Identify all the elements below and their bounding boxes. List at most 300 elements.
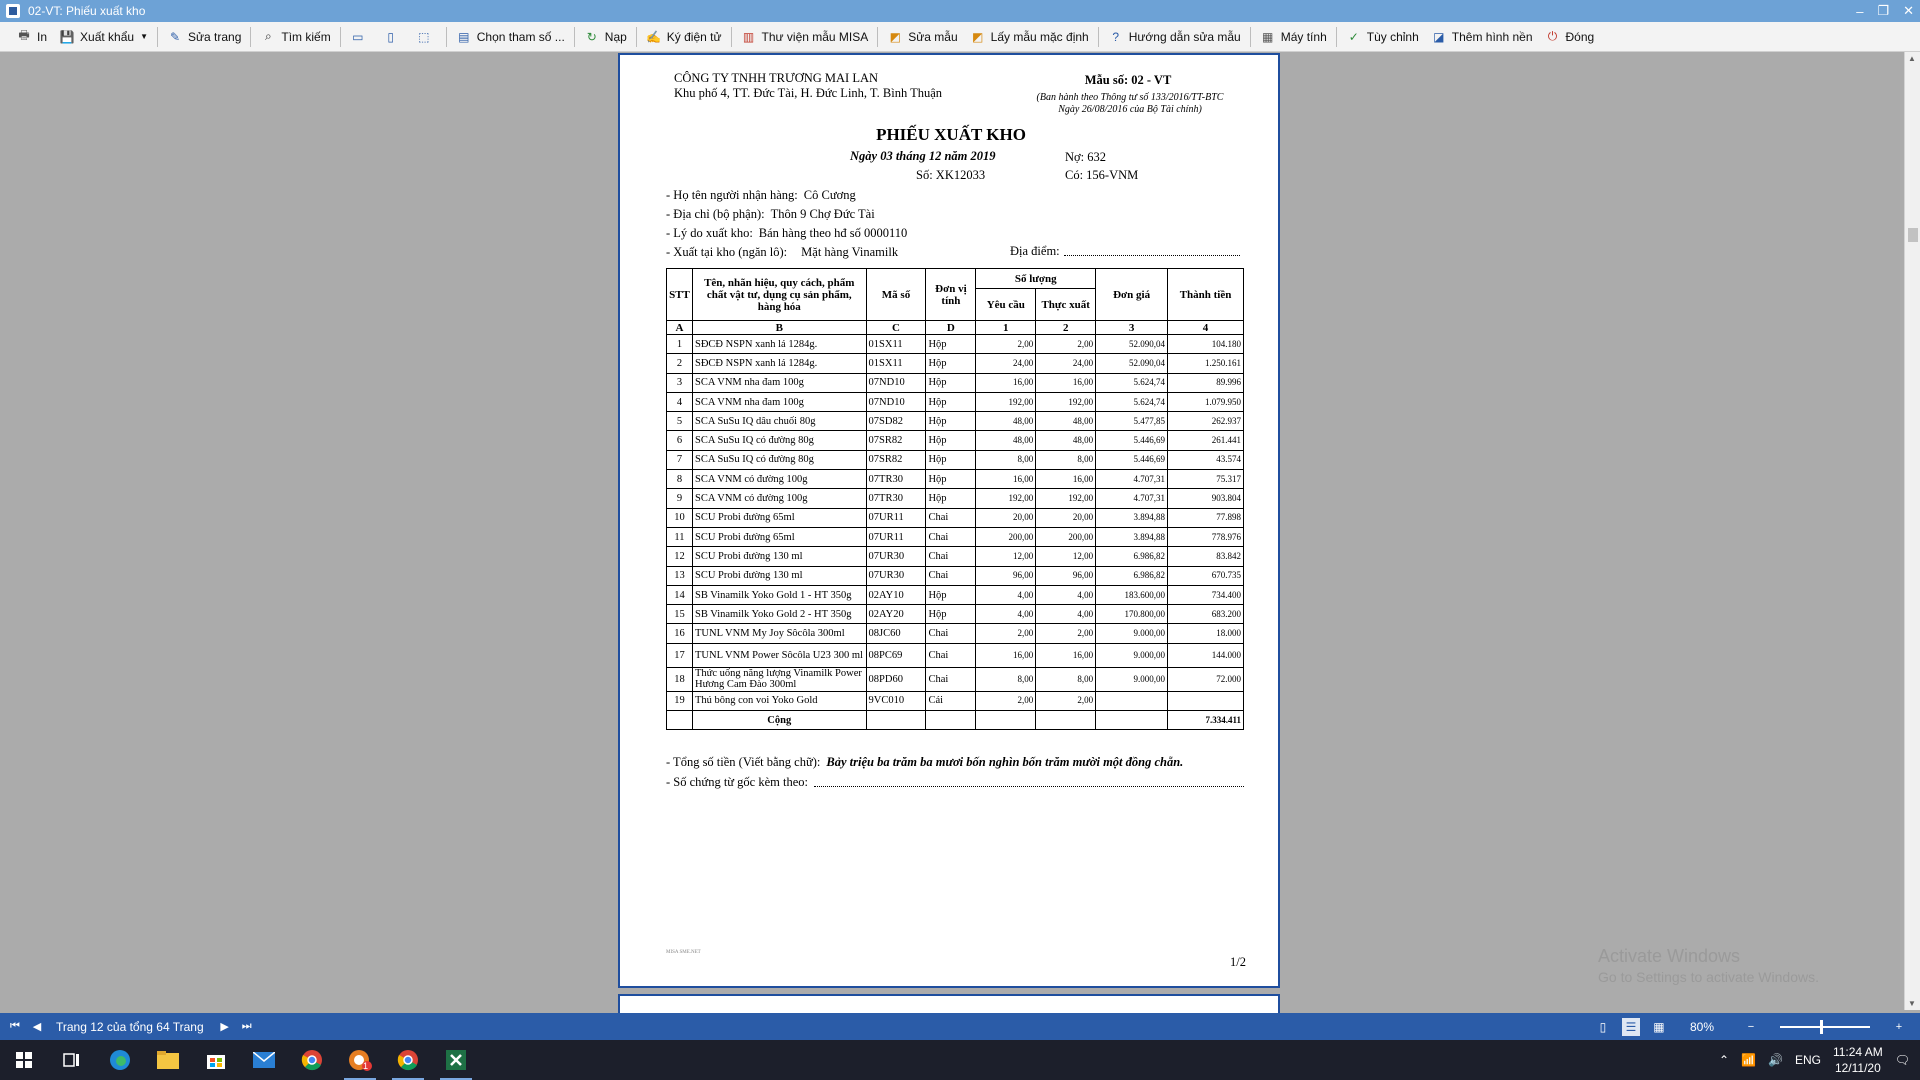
row-code: 02AY20 [866, 605, 926, 624]
row-unit: Hộp [926, 431, 976, 450]
toolbar-separator [446, 27, 447, 47]
zoom-slider[interactable] [1780, 1026, 1870, 1028]
row-name: SCA SuSu IQ dâu chuối 80g [692, 412, 866, 431]
row-qty-actual: 8,00 [1036, 450, 1096, 469]
row-stt: 5 [667, 412, 693, 431]
clock[interactable] [1833, 1044, 1883, 1076]
background-image-icon: ◪ [1433, 29, 1445, 44]
ký-điện-tử-button[interactable]: ✍ Ký điện tử [646, 29, 722, 44]
software-footer: MISA SME.NET [666, 950, 701, 955]
company-address: Khu phố 4, TT. Đức Tài, H. Đức Linh, T. Bình Thuận [674, 86, 943, 100]
row-qty-actual: 4,00 [1036, 585, 1096, 604]
row-unit: Hộp [926, 412, 976, 431]
row-name: SCU Probi đường 130 ml [692, 547, 866, 566]
hướng-dẫn-sửa-mẫu-button[interactable]: ? Hướng dẫn sửa mẫu [1102, 25, 1247, 49]
edge-icon[interactable] [96, 1040, 144, 1080]
row-qty-actual: 48,00 [1036, 412, 1096, 431]
column-index: A [667, 321, 693, 335]
table-row [667, 605, 1244, 624]
header-unit: Đơn vị tính [926, 269, 976, 321]
row-amount: 72.000 [1168, 667, 1244, 691]
row-price: 6.986,82 [1096, 566, 1168, 585]
row-name: SCA SuSu IQ có đường 80g [692, 431, 866, 450]
row-amount [1168, 691, 1244, 710]
row-qty-actual: 24,00 [1036, 354, 1096, 373]
notifications-icon[interactable]: 🗨 [1894, 1053, 1910, 1067]
row-amount: 77.898 [1168, 508, 1244, 527]
row-stt: 12 [667, 547, 693, 566]
row-price: 52.090,04 [1096, 354, 1168, 373]
row-name: SCU Probi đường 65ml [692, 527, 866, 546]
row-code: 01SX11 [866, 354, 926, 373]
row-unit: Hộp [926, 489, 976, 508]
windows-taskbar [0, 1040, 1920, 1080]
volume-icon[interactable]: 🔊 [1767, 1053, 1783, 1067]
row-amount: 261.441 [1168, 431, 1244, 450]
address-value: Thôn 9 Chợ Đức Tài [770, 207, 875, 221]
row-name: Thú bông con voi Yoko Gold [692, 691, 866, 710]
row-amount: 144.000 [1168, 643, 1244, 667]
toolbar-separator [157, 27, 158, 47]
fit-page-icon: ⬚ [418, 29, 430, 44]
row-qty-actual: 48,00 [1036, 431, 1096, 450]
row-qty-requested: 8,00 [976, 667, 1036, 691]
table-row [667, 431, 1244, 450]
row-unit: Chai [926, 667, 976, 691]
form-number: Mẫu số: 02 - VT [1084, 73, 1172, 87]
table-row [667, 566, 1244, 585]
row-unit: Chai [926, 643, 976, 667]
continuous-view-icon[interactable]: ☰ [1622, 1018, 1640, 1036]
row-qty-requested: 48,00 [976, 431, 1036, 450]
row-price: 183.600,00 [1096, 585, 1168, 604]
row-price: 170.800,00 [1096, 605, 1168, 624]
credit-account: Có: 156-VNM [1065, 168, 1139, 182]
parameters-icon: ▤ [458, 29, 470, 44]
row-qty-requested: 2,00 [976, 691, 1036, 710]
toolbar-separator [1336, 27, 1337, 47]
row-code: 07TR30 [866, 489, 926, 508]
row-name: SCA VNM có đường 100g [692, 470, 866, 489]
header-code: Mã số [866, 269, 926, 321]
first-page-icon[interactable]: ⏮ [10, 1020, 20, 1032]
row-price: 9.000,00 [1096, 667, 1168, 691]
app-icon [6, 4, 20, 18]
row-qty-requested: 200,00 [976, 527, 1036, 546]
network-icon[interactable]: 📶 [1741, 1053, 1756, 1067]
row-stt: 17 [667, 643, 693, 667]
status-bar [0, 1013, 1920, 1040]
toolbar-separator [250, 27, 251, 47]
row-stt: 10 [667, 508, 693, 527]
close-icon: ⏻ [1547, 29, 1558, 43]
calculator-icon: ▦ [1262, 29, 1274, 44]
row-stt: 16 [667, 624, 693, 643]
column-index: 3 [1096, 321, 1168, 335]
row-stt: 1 [667, 335, 693, 354]
table-row [667, 547, 1244, 566]
excel-icon[interactable] [432, 1040, 480, 1080]
table-row [667, 412, 1244, 431]
show-hidden-icons-icon[interactable]: ⌃ [1718, 1053, 1730, 1067]
table-row [667, 691, 1244, 710]
chrome-icon[interactable] [288, 1040, 336, 1080]
row-qty-requested: 2,00 [976, 335, 1036, 354]
sửa-mẫu-button[interactable]: ◩ Sửa mẫu [881, 25, 963, 49]
page-number: 1/2 [1230, 955, 1246, 969]
store-icon[interactable] [192, 1040, 240, 1080]
row-code: 07UR11 [866, 508, 926, 527]
total-amount: 7.334.411 [1168, 711, 1244, 730]
row-price: 5.477,85 [1096, 412, 1168, 431]
row-qty-actual: 200,00 [1036, 527, 1096, 546]
multi-page-view-icon[interactable]: ▦ [1653, 1019, 1665, 1034]
row-stt: 18 [667, 667, 693, 691]
mail-icon[interactable] [240, 1040, 288, 1080]
toolbar-separator [574, 27, 575, 47]
sửa-trang-button[interactable]: ✎ Sửa trang [161, 25, 247, 49]
row-code: 08PD60 [866, 667, 926, 691]
row-qty-requested: 12,00 [976, 547, 1036, 566]
row-unit: Hộp [926, 585, 976, 604]
single-page-icon: ▭ [352, 29, 364, 44]
row-price: 4.707,31 [1096, 470, 1168, 489]
prev-page-icon[interactable]: ◀ [32, 1021, 42, 1033]
close-window-button[interactable]: ✕ [1903, 3, 1914, 18]
table-row [667, 373, 1244, 392]
row-code: 07ND10 [866, 392, 926, 411]
row-qty-actual: 192,00 [1036, 392, 1096, 411]
row-qty-actual: 8,00 [1036, 667, 1096, 691]
scroll-down-icon[interactable]: ▼ [1908, 999, 1916, 1008]
misa-icon[interactable] [336, 1040, 384, 1080]
row-stt: 2 [667, 354, 693, 373]
row-amount: 18.000 [1168, 624, 1244, 643]
row-code: 01SX11 [866, 335, 926, 354]
row-qty-requested: 48,00 [976, 412, 1036, 431]
thư-viện-mẫu-misa-button[interactable]: ▥ Thư viện mẫu MISA [735, 25, 875, 49]
next-page-icon[interactable]: ▶ [220, 1021, 229, 1033]
warehouse-line: - Xuất tại kho (ngăn lô): Mặt hàng Vinamilk [666, 245, 899, 259]
table-row [667, 624, 1244, 643]
row-code: 07ND10 [866, 373, 926, 392]
template-library-icon: ▥ [742, 29, 755, 44]
column-index: 4 [1168, 321, 1244, 335]
edit-page-icon: ✎ [169, 29, 181, 44]
row-price: 6.986,82 [1096, 547, 1168, 566]
task-view-icon[interactable] [48, 1040, 96, 1080]
restore-button[interactable]: ❐ [1877, 3, 1890, 18]
reason-line: - Lý do xuất kho: Bán hàng theo hđ số 0000110 [666, 226, 908, 240]
toolbar-separator [340, 27, 341, 47]
amount-in-words: - Tổng số tiền (Viết bằng chữ): Bảy triệu ba trăm ba mươi bốn nghìn bốn trăm mười một đồng chẵn. [666, 755, 1184, 769]
debit-account: Nợ: 632 [1065, 150, 1106, 164]
row-name: SCA VNM nha đam 100g [692, 392, 866, 411]
row-unit: Hộp [926, 392, 976, 411]
row-code: 07UR30 [866, 547, 926, 566]
row-unit: Hộp [926, 450, 976, 469]
row-code: 07TR30 [866, 470, 926, 489]
row-unit: Chai [926, 624, 976, 643]
company-name: CÔNG TY TNHH TRƯƠNG MAI LAN [674, 71, 879, 85]
row-qty-requested: 192,00 [976, 489, 1036, 508]
header-qty-actual: Thực xuất [1036, 289, 1096, 321]
row-code: 07UR11 [866, 527, 926, 546]
row-qty-requested: 2,00 [976, 624, 1036, 643]
table-row [667, 527, 1244, 546]
row-stt: 8 [667, 470, 693, 489]
tìm-kiếm-button[interactable]: ⌕ Tìm kiếm [254, 25, 336, 49]
row-qty-requested: 4,00 [976, 585, 1036, 604]
notification-count: 1 [363, 1061, 369, 1071]
toolbar-separator [877, 27, 878, 47]
row-qty-requested: 16,00 [976, 470, 1036, 489]
nạp-button[interactable]: ↻ Nạp [578, 25, 633, 49]
address-line: - Địa chỉ (bộ phận): Thôn 9 Chợ Đức Tài [666, 207, 875, 221]
column-index: C [866, 321, 926, 335]
table-row [667, 489, 1244, 508]
page-width-button[interactable] [377, 25, 410, 49]
next-report-page [618, 994, 1280, 1014]
toolbar [0, 22, 1920, 52]
row-amount: 734.400 [1168, 585, 1244, 604]
activation-watermark: Activate Windows Go to Settings to activate Windows. [1598, 946, 1819, 985]
table-row [667, 585, 1244, 604]
row-price: 52.090,04 [1096, 335, 1168, 354]
row-qty-actual: 12,00 [1036, 547, 1096, 566]
clock-time: 11:24 AM [1832, 1045, 1883, 1059]
row-amount: 83.842 [1168, 547, 1244, 566]
row-name: SCA VNM nha đam 100g [692, 373, 866, 392]
row-unit: Chai [926, 547, 976, 566]
export-icon: 💾 [59, 29, 75, 44]
reason-value: Bán hàng theo hđ số 0000110 [758, 226, 908, 240]
chrome-alt-icon[interactable] [384, 1040, 432, 1080]
zoom-in-icon[interactable]: + [1895, 1020, 1903, 1033]
window-controls [1856, 0, 1914, 22]
thêm-hình-nền-button[interactable]: ◪ Thêm hình nền [1425, 25, 1539, 49]
row-price [1096, 691, 1168, 710]
row-name: TUNL VNM My Joy Sôcôla 300ml [692, 624, 866, 643]
row-name: SCA VNM có đường 100g [692, 489, 866, 508]
row-code: 08PC69 [866, 643, 926, 667]
row-qty-actual: 16,00 [1036, 470, 1096, 489]
row-qty-requested: 8,00 [976, 450, 1036, 469]
row-name: SĐCĐ NSPN xanh lá 1284g. [692, 335, 866, 354]
row-price: 5.446,69 [1096, 450, 1168, 469]
page-width-icon: ▯ [387, 29, 395, 44]
row-unit: Chai [926, 566, 976, 585]
fit-page-button[interactable] [410, 25, 443, 49]
row-code: 07SR82 [866, 450, 926, 469]
in-button[interactable]: 🖶 In [10, 25, 53, 49]
binoculars-icon: ⌕ [265, 29, 272, 43]
row-qty-requested: 192,00 [976, 392, 1036, 411]
window-title: 02-VT: Phiếu xuất kho [28, 4, 146, 18]
row-qty-actual: 16,00 [1036, 373, 1096, 392]
window-titlebar [0, 0, 1920, 22]
row-name: TUNL VNM Power Sôcôla U23 300 ml [692, 643, 866, 667]
report-page [618, 53, 1280, 988]
document-number: Số: XK12033 [916, 168, 986, 182]
row-price: 5.624,74 [1096, 373, 1168, 392]
row-unit: Hộp [926, 605, 976, 624]
scroll-up-icon[interactable]: ▲ [1908, 54, 1916, 63]
toolbar-separator [1098, 27, 1099, 47]
table-row [667, 450, 1244, 469]
row-code: 9VC010 [866, 691, 926, 710]
row-stt: 19 [667, 691, 693, 710]
document-date: Ngày 03 tháng 12 năm 2019 [850, 149, 996, 163]
start-icon[interactable] [0, 1040, 48, 1080]
row-amount: 1.079.950 [1168, 392, 1244, 411]
row-unit: Chai [926, 527, 976, 546]
column-index: D [926, 321, 976, 335]
row-unit: Hộp [926, 373, 976, 392]
form-regulation-note: (Ban hành theo Thông tư số 133/2016/TT-BTC Ngày 26/08/2016 của Bộ Tài chính) [1036, 92, 1224, 115]
table-row [667, 392, 1244, 411]
row-qty-requested: 4,00 [976, 605, 1036, 624]
single-page-button[interactable] [344, 25, 377, 49]
row-amount: 262.937 [1168, 412, 1244, 431]
row-code: 07SR82 [866, 431, 926, 450]
row-amount: 903.804 [1168, 489, 1244, 508]
scrollbar-thumb[interactable] [1908, 228, 1918, 242]
row-price: 3.894,88 [1096, 508, 1168, 527]
row-name: SCA SuSu IQ có đường 80g [692, 450, 866, 469]
vertical-scrollbar[interactable] [1904, 52, 1920, 1010]
đóng-button[interactable]: ⏻ Đóng [1539, 25, 1601, 49]
row-price: 9.000,00 [1096, 643, 1168, 667]
document-title: PHIẾU XUẤT KHO [876, 125, 1026, 144]
recipient-value: Cô Cương [803, 188, 856, 202]
row-name: SCU Probi đường 65ml [692, 508, 866, 527]
row-unit: Hộp [926, 335, 976, 354]
row-amount: 1.250.161 [1168, 354, 1244, 373]
table-row [667, 508, 1244, 527]
row-stt: 7 [667, 450, 693, 469]
row-name: SĐCĐ NSPN xanh lá 1284g. [692, 354, 866, 373]
row-stt: 15 [667, 605, 693, 624]
máy-tính-button[interactable]: ▦ Máy tính [1254, 25, 1333, 49]
row-stt: 13 [667, 566, 693, 585]
row-code: 07UR30 [866, 566, 926, 585]
row-qty-requested: 24,00 [976, 354, 1036, 373]
attached-documents-line: - Số chứng từ gốc kèm theo: [666, 775, 1244, 790]
row-name: Thức uống năng lượng Vinamilk Power Hương Cam Đào 300ml [692, 667, 866, 691]
row-code: 08JC60 [866, 624, 926, 643]
row-stt: 4 [667, 392, 693, 411]
header-qty-requested: Yêu cầu [976, 289, 1036, 321]
total-label: Cộng [692, 711, 866, 730]
row-unit: Chai [926, 508, 976, 527]
items-table [666, 268, 1244, 730]
page-info: Trang 12 của tổng 64 Trang [56, 1019, 204, 1034]
zoom-out-icon[interactable]: − [1747, 1020, 1755, 1033]
row-qty-actual: 96,00 [1036, 566, 1096, 585]
last-page-icon[interactable]: ⏭ [241, 1020, 252, 1032]
row-qty-actual: 2,00 [1036, 335, 1096, 354]
file-explorer-icon[interactable] [144, 1040, 192, 1080]
xuất-khẩu-button[interactable]: 💾 Xuất khẩu ▼ [59, 29, 148, 44]
company-header [674, 71, 942, 101]
row-code: 07SD82 [866, 412, 926, 431]
total-row [667, 711, 1244, 730]
row-qty-requested: 96,00 [976, 566, 1036, 585]
row-qty-requested: 20,00 [976, 508, 1036, 527]
system-tray [1719, 1040, 1920, 1080]
reload-icon: ↻ [586, 29, 597, 44]
table-row [667, 667, 1244, 691]
row-amount: 683.200 [1168, 605, 1244, 624]
customize-icon: ✓ [1348, 29, 1359, 44]
header-amount: Thành tiền [1168, 269, 1244, 321]
row-qty-requested: 16,00 [976, 373, 1036, 392]
row-amount: 89.996 [1168, 373, 1244, 392]
row-stt: 3 [667, 373, 693, 392]
row-stt: 14 [667, 585, 693, 604]
row-unit: Cái [926, 691, 976, 710]
row-stt: 11 [667, 527, 693, 546]
clock-date: 12/11/20 [1834, 1061, 1881, 1075]
minimize-button[interactable]: – [1856, 3, 1864, 19]
column-index: 1 [976, 321, 1036, 335]
table-row [667, 470, 1244, 489]
chevron-down-icon[interactable]: ▼ [140, 32, 148, 41]
row-price: 5.446,69 [1096, 431, 1168, 450]
toolbar-separator [1250, 27, 1251, 47]
single-page-view-icon[interactable]: ▯ [1599, 1019, 1607, 1034]
row-stt: 6 [667, 431, 693, 450]
toolbar-separator [636, 27, 637, 47]
row-name: SB Vinamilk Yoko Gold 2 - HT 350g [692, 605, 866, 624]
table-row [667, 643, 1244, 667]
default-template-icon: ◩ [971, 29, 984, 44]
row-qty-actual: 20,00 [1036, 508, 1096, 527]
row-name: SCU Probi đường 130 ml [692, 566, 866, 585]
row-price: 3.894,88 [1096, 527, 1168, 546]
lấy-mẫu-mặc-định-button[interactable]: ◩ Lấy mẫu mặc định [964, 25, 1095, 49]
row-amount: 104.180 [1168, 335, 1244, 354]
chọn-tham-số-button[interactable]: ▤ Chọn tham số ... [450, 25, 571, 49]
amount-in-words-value: Bảy triệu ba trăm ba mươi bốn nghìn bốn trăm mười một đồng chẵn. [826, 755, 1184, 769]
zoom-slider-knob[interactable] [1820, 1020, 1823, 1034]
row-qty-actual: 2,00 [1036, 691, 1096, 710]
row-amount: 43.574 [1168, 450, 1244, 469]
recipient-line: - Họ tên người nhận hàng: Cô Cương [666, 188, 856, 202]
row-qty-requested: 16,00 [976, 643, 1036, 667]
row-code: 02AY10 [866, 585, 926, 604]
zoom-level: 80% [1689, 1019, 1714, 1034]
header-name: Tên, nhãn hiệu, quy cách, phẩm chất vật tư, dụng cụ sản phẩm, hàng hóa [692, 269, 866, 321]
tùy-chỉnh-button[interactable]: ✓ Tùy chỉnh [1340, 25, 1425, 49]
row-price: 4.707,31 [1096, 489, 1168, 508]
row-amount: 778.976 [1168, 527, 1244, 546]
location-line: Địa điểm: [1010, 244, 1240, 259]
header-stt: STT [667, 269, 693, 321]
row-amount: 670.735 [1168, 566, 1244, 585]
header-quantity: Số lượng [976, 269, 1096, 289]
row-price: 9.000,00 [1096, 624, 1168, 643]
edit-template-icon: ◩ [889, 29, 901, 44]
toolbar-separator [731, 27, 732, 47]
warehouse-value: Mặt hàng Vinamilk [801, 245, 899, 259]
table-row [667, 335, 1244, 354]
row-price: 5.624,74 [1096, 392, 1168, 411]
row-qty-actual: 4,00 [1036, 605, 1096, 624]
language-indicator[interactable]: ENG [1794, 1053, 1821, 1067]
row-stt: 9 [667, 489, 693, 508]
